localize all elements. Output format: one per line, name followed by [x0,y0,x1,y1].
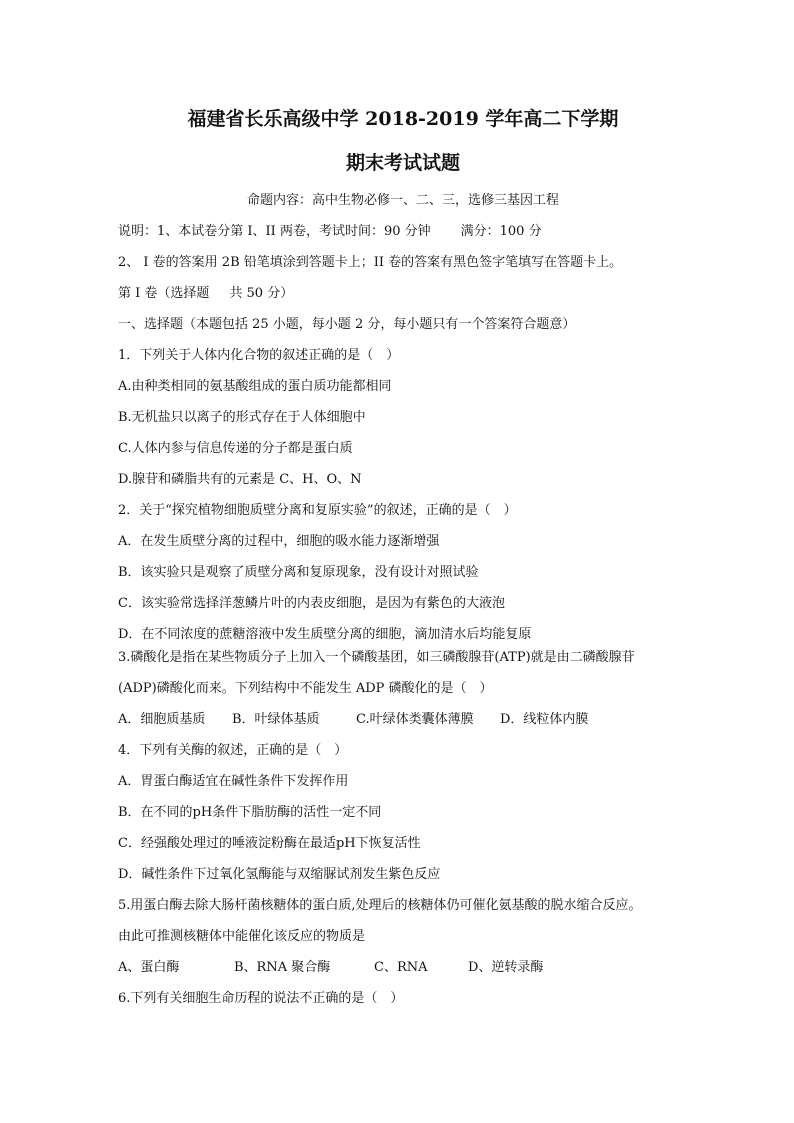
question-3-option-c: C.叶绿体类囊体薄膜 [356,712,474,727]
question-2-option-d: D．在不同浓度的蔗糖溶液中发生质壁分离的细胞，滴加清水后均能复原 [118,627,532,642]
question-3-stem-line-2: (ADP)磷酸化而来。下列结构中不能发生 ADP 磷酸化的是（ ） [118,681,493,696]
part-one-score: 共 50 分） [229,286,294,301]
question-4-option-b: B．在不同的pH条件下脂肪酶的活性一定不同 [118,805,382,820]
instructions-line-2: 2、 I 卷的答案用 2B 铅笔填涂到答题卡上；II 卷的答案有黑色签字笔填写在答题卡上。 [118,255,623,270]
question-3-options [118,710,688,730]
question-2-option-a: A．在发生质壁分离的过程中，细胞的吸水能力逐渐增强 [118,534,440,549]
question-4-option-d: D．碱性条件下过氧化氢酶能与双缩脲试剂发生紫色反应 [118,867,441,882]
exam-title-line2: 期末考试试题 [345,152,460,174]
question-6-stem: 6.下列有关细胞生命历程的说法不正确的是（ ） [118,991,404,1006]
part-one-label: 第 I 卷（选择题 [118,286,210,301]
question-4-option-a: A．胃蛋白酶适宜在碱性条件下发挥作用 [118,774,349,789]
instructions-duration: 说明：1、本试卷分第 I、II 两卷，考试时间：90 分钟 [118,224,431,239]
question-5-option-b: B、RNA 聚合酶 [234,960,331,975]
question-3-stem-line-1: 3.磷酸化是指在某些物质分子上加入一个磷酸基团，如三磷酸腺苷(ATP)就是由二磷酸腺苷 [118,650,635,665]
question-4-stem: 4．下列有关酶的叙述，正确的是（ ） [118,743,348,758]
question-5-option-d: D、逆转录酶 [468,960,544,975]
question-1-stem: 1．下列关于人体内化合物的叙述正确的是（ ） [118,348,400,363]
exam-subtitle: 命题内容：高中生物必修一、二、三，选修三基因工程 [246,193,559,208]
question-3-option-b: B．叶绿体基质 [232,712,320,727]
question-1-option-a: A.由种类相同的氨基酸组成的蛋白质功能都相同 [118,379,392,394]
question-5-option-c: C、RNA [374,960,428,975]
question-2-stem: 2．关于“探究植物细胞质壁分离和复原实验”的叙述，正确的是（ ） [118,503,517,518]
section-one-heading: 一、选择题（本题包括 25 小题，每小题 2 分，每小题只有一个答案符合题意） [118,317,576,332]
part-one-heading [118,284,688,304]
question-1-option-b: B.无机盐只以离子的形式存在于人体细胞中 [118,410,366,425]
question-1-option-d: D.腺苷和磷脂共有的元素是 C、H、O、N [118,472,362,487]
question-5-options [118,958,688,978]
question-2-option-c: C．该实验常选择洋葱鳞片叶的内表皮细胞，是因为有紫色的大液泡 [118,596,505,611]
question-2-option-b: B．该实验只是观察了质壁分离和复原现象，没有设计对照试验 [118,565,479,580]
instructions-line-1 [118,222,688,242]
question-5-stem-line-1: 5.用蛋白酶去除大肠杆菌核糖体的蛋白质,处理后的核糖体仍可催化氨基酸的脱水缩合反应。 [118,898,642,913]
question-3-option-a: A．细胞质基质 [118,712,206,727]
question-3-option-d: D．线粒体内膜 [500,712,589,727]
question-1-option-c: C.人体内参与信息传递的分子都是蛋白质 [118,441,353,456]
exam-title-line1: 福建省长乐高级中学 2018-2019 学年高二下学期 [187,108,619,130]
question-5-stem-line-2: 由此可推测核糖体中能催化该反应的物质是 [118,929,366,944]
instructions-score: 满分：100 分 [460,224,542,239]
question-4-option-c: C．经强酸处理过的唾液淀粉酶在最适pH下恢复活性 [118,836,421,851]
question-5-option-a: A、蛋白酶 [118,960,180,975]
exam-page [118,100,688,1009]
